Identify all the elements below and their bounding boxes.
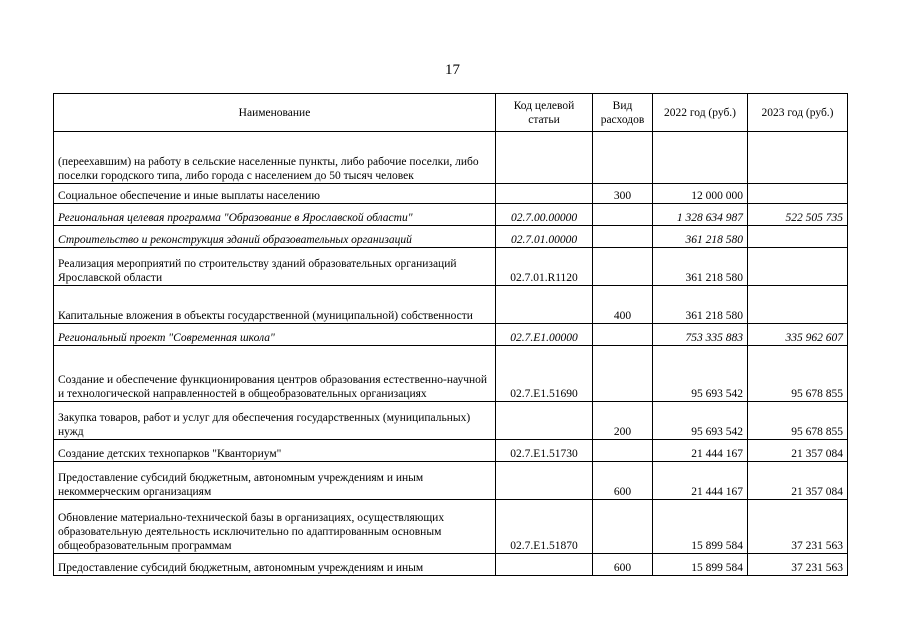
- table-row: [54, 324, 848, 346]
- cell-code: [496, 554, 593, 576]
- cell-2022: 361 218 580: [653, 248, 748, 286]
- cell-name: Региональная целевая программа "Образование в Ярославской области": [54, 204, 496, 226]
- budget-table: [53, 93, 848, 576]
- table-body: [54, 132, 848, 576]
- header-type: Вид расходов: [593, 94, 653, 132]
- cell-2023: 95 678 855: [748, 402, 848, 440]
- cell-2022: 753 335 883: [653, 324, 748, 346]
- cell-2023: [748, 226, 848, 248]
- cell-type: [593, 324, 653, 346]
- cell-name: (переехавшим) на работу в сельские населенные пункты, либо рабочие поселки, либо поселки городского типа, либо города с населением до 50 тысяч человек: [54, 132, 496, 184]
- header-2023: 2023 год (руб.): [748, 94, 848, 132]
- cell-type: [593, 346, 653, 402]
- cell-2023: [748, 184, 848, 204]
- cell-name: Создание и обеспечение функционирования центров образования естественно-научной и технологической направленностей в общеобразовательных организациях: [54, 346, 496, 402]
- cell-2023: [748, 248, 848, 286]
- cell-2023: [748, 286, 848, 324]
- cell-2022: 21 444 167: [653, 462, 748, 500]
- page-number: 17: [445, 62, 460, 78]
- table-row: [54, 184, 848, 204]
- cell-name: Региональный проект "Современная школа": [54, 324, 496, 346]
- cell-type: 600: [593, 554, 653, 576]
- cell-code: 02.7.E1.00000: [496, 324, 593, 346]
- table-row: [54, 248, 848, 286]
- cell-type: 600: [593, 462, 653, 500]
- cell-2022: [653, 132, 748, 184]
- cell-type: [593, 500, 653, 554]
- cell-name: Создание детских технопарков "Кванториум": [54, 440, 496, 462]
- cell-code: [496, 286, 593, 324]
- table-row: [54, 500, 848, 554]
- cell-name: Обновление материально-технической базы в организациях, осуществляющих образовательную деятельность исключительно по адаптированным основным общеобразовательным программам: [54, 500, 496, 554]
- cell-name: Строительство и реконструкция зданий образовательных организаций: [54, 226, 496, 248]
- table-row: [54, 440, 848, 462]
- header-name: Наименование: [54, 94, 496, 132]
- cell-2022: 95 693 542: [653, 402, 748, 440]
- cell-type: 400: [593, 286, 653, 324]
- table-row: [54, 554, 848, 576]
- cell-2023: 95 678 855: [748, 346, 848, 402]
- table-row: [54, 132, 848, 184]
- cell-2022: 361 218 580: [653, 286, 748, 324]
- cell-2022: 15 899 584: [653, 500, 748, 554]
- cell-name: Закупка товаров, работ и услуг для обеспечения государственных (муниципальных) нужд: [54, 402, 496, 440]
- cell-2022: 95 693 542: [653, 346, 748, 402]
- table-header-row: [54, 94, 848, 132]
- table-row: [54, 286, 848, 324]
- cell-code: [496, 462, 593, 500]
- table-row: [54, 402, 848, 440]
- cell-code: 02.7.E1.51730: [496, 440, 593, 462]
- cell-type: [593, 132, 653, 184]
- cell-type: [593, 204, 653, 226]
- table-row: [54, 346, 848, 402]
- cell-2022: 361 218 580: [653, 226, 748, 248]
- cell-code: [496, 402, 593, 440]
- cell-type: [593, 440, 653, 462]
- cell-type: 300: [593, 184, 653, 204]
- header-2022: 2022 год (руб.): [653, 94, 748, 132]
- cell-2023: 37 231 563: [748, 500, 848, 554]
- cell-code: 02.7.E1.51690: [496, 346, 593, 402]
- table-row: [54, 462, 848, 500]
- cell-2023: 37 231 563: [748, 554, 848, 576]
- cell-type: [593, 226, 653, 248]
- cell-code: 02.7.01.00000: [496, 226, 593, 248]
- cell-type: [593, 248, 653, 286]
- cell-code: [496, 132, 593, 184]
- cell-code: 02.7.01.R1120: [496, 248, 593, 286]
- cell-2023: 335 962 607: [748, 324, 848, 346]
- table-row: [54, 226, 848, 248]
- cell-name: Реализация мероприятий по строительству зданий образовательных организаций Ярославской области: [54, 248, 496, 286]
- cell-2022: 15 899 584: [653, 554, 748, 576]
- cell-name: Предоставление субсидий бюджетным, автономным учреждениям и иным: [54, 554, 496, 576]
- cell-2022: 12 000 000: [653, 184, 748, 204]
- cell-code: 02.7.00.00000: [496, 204, 593, 226]
- cell-name: Капитальные вложения в объекты государственной (муниципальной) собственности: [54, 286, 496, 324]
- cell-2023: 21 357 084: [748, 440, 848, 462]
- cell-2023: [748, 132, 848, 184]
- cell-code: 02.7.E1.51870: [496, 500, 593, 554]
- cell-2023: 21 357 084: [748, 462, 848, 500]
- cell-type: 200: [593, 402, 653, 440]
- cell-name: Социальное обеспечение и иные выплаты населению: [54, 184, 496, 204]
- cell-2022: 1 328 634 987: [653, 204, 748, 226]
- cell-code: [496, 184, 593, 204]
- cell-2023: 522 505 735: [748, 204, 848, 226]
- table-row: [54, 204, 848, 226]
- cell-name: Предоставление субсидий бюджетным, автономным учреждениям и иным некоммерческим организациям: [54, 462, 496, 500]
- cell-2022: 21 444 167: [653, 440, 748, 462]
- header-code: Код целевой статьи: [496, 94, 593, 132]
